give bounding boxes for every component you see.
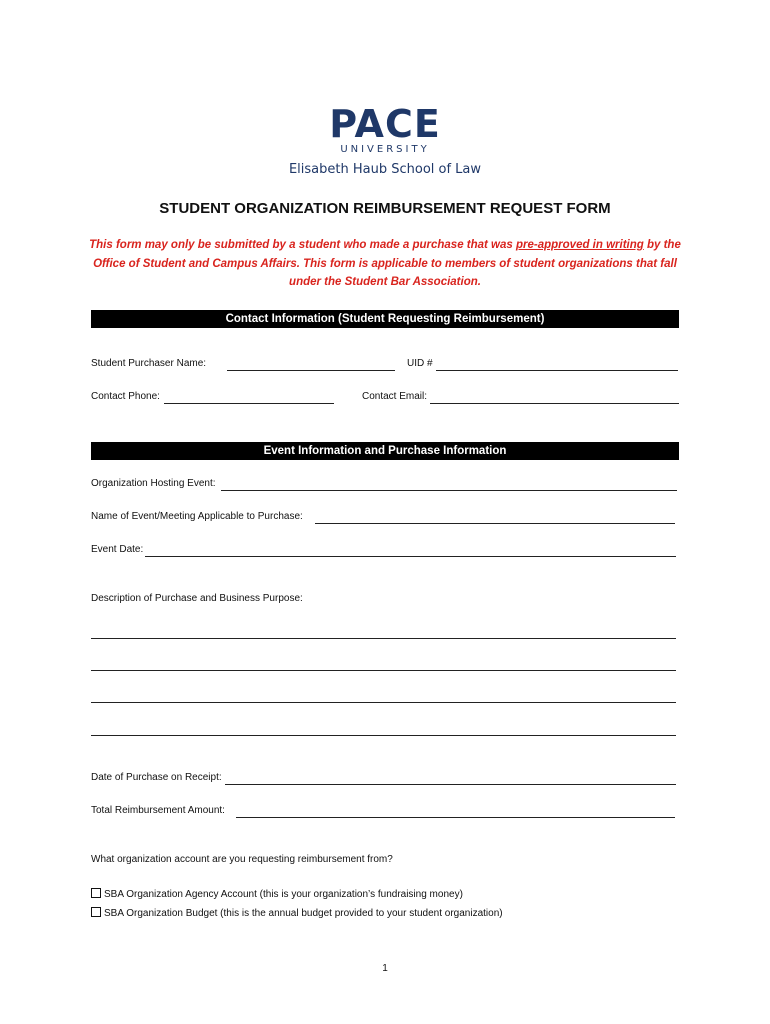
option-agency-account-label: SBA Organization Agency Account (this is your organization’s fundraising money)	[104, 889, 463, 900]
description-line-4[interactable]	[91, 735, 676, 736]
notice-text-part2: by the Office of Student and Campus Affairs. This form is applicable to members of student organizations that fall under the Student Bar Association.	[93, 239, 681, 288]
contact-section-header: Contact Information (Student Requesting Reimbursement)	[91, 310, 679, 328]
page-number: 1	[382, 963, 388, 974]
contact-phone-field[interactable]	[164, 403, 334, 404]
contact-email-label: Contact Email:	[362, 391, 428, 402]
option-agency-account[interactable]	[91, 888, 463, 900]
event-section-header: Event Information and Purchase Information	[91, 442, 679, 460]
purchaser-name-field[interactable]	[227, 370, 395, 371]
checkbox-agency-account[interactable]	[91, 888, 101, 898]
form-title: STUDENT ORGANIZATION REIMBURSEMENT REQUEST FORM	[159, 200, 611, 217]
description-line-2[interactable]	[91, 670, 676, 671]
event-name-label: Name of Event/Meeting Applicable to Purchase:	[91, 511, 303, 522]
notice-underlined-text: pre-approved in writing	[516, 239, 644, 251]
uid-field[interactable]	[436, 370, 678, 371]
total-amount-field[interactable]	[236, 817, 675, 818]
description-label: Description of Purchase and Business Purpose:	[91, 593, 303, 604]
description-line-3[interactable]	[91, 702, 676, 703]
notice-text-part1: This form may only be submitted by a student who made a purchase that was	[89, 239, 516, 251]
total-amount-label: Total Reimbursement Amount:	[91, 805, 225, 816]
event-date-label: Event Date:	[91, 544, 144, 555]
purchaser-name-label: Student Purchaser Name:	[91, 358, 207, 369]
contact-phone-label: Contact Phone:	[91, 391, 160, 402]
option-org-budget[interactable]	[91, 907, 503, 919]
uid-label: UID #	[407, 358, 433, 369]
org-hosting-event-label: Organization Hosting Event:	[91, 478, 216, 489]
pace-logo-subtitle: UNIVERSITY	[340, 144, 430, 155]
school-name: Elisabeth Haub School of Law	[288, 162, 482, 177]
pace-logo-wordmark: PACE	[329, 102, 441, 146]
account-question: What organization account are you requesting reimbursement from?	[91, 854, 393, 865]
purchase-date-label: Date of Purchase on Receipt:	[91, 772, 222, 783]
form-notice	[80, 236, 690, 292]
event-name-field[interactable]	[315, 523, 675, 524]
purchase-date-field[interactable]	[225, 784, 676, 785]
event-date-field[interactable]	[145, 556, 676, 557]
checkbox-org-budget[interactable]	[91, 907, 101, 917]
contact-email-field[interactable]	[430, 403, 679, 404]
description-line-1[interactable]	[91, 638, 676, 639]
org-hosting-event-field[interactable]	[221, 490, 677, 491]
option-org-budget-label: SBA Organization Budget (this is the annual budget provided to your student organization)	[104, 908, 503, 919]
